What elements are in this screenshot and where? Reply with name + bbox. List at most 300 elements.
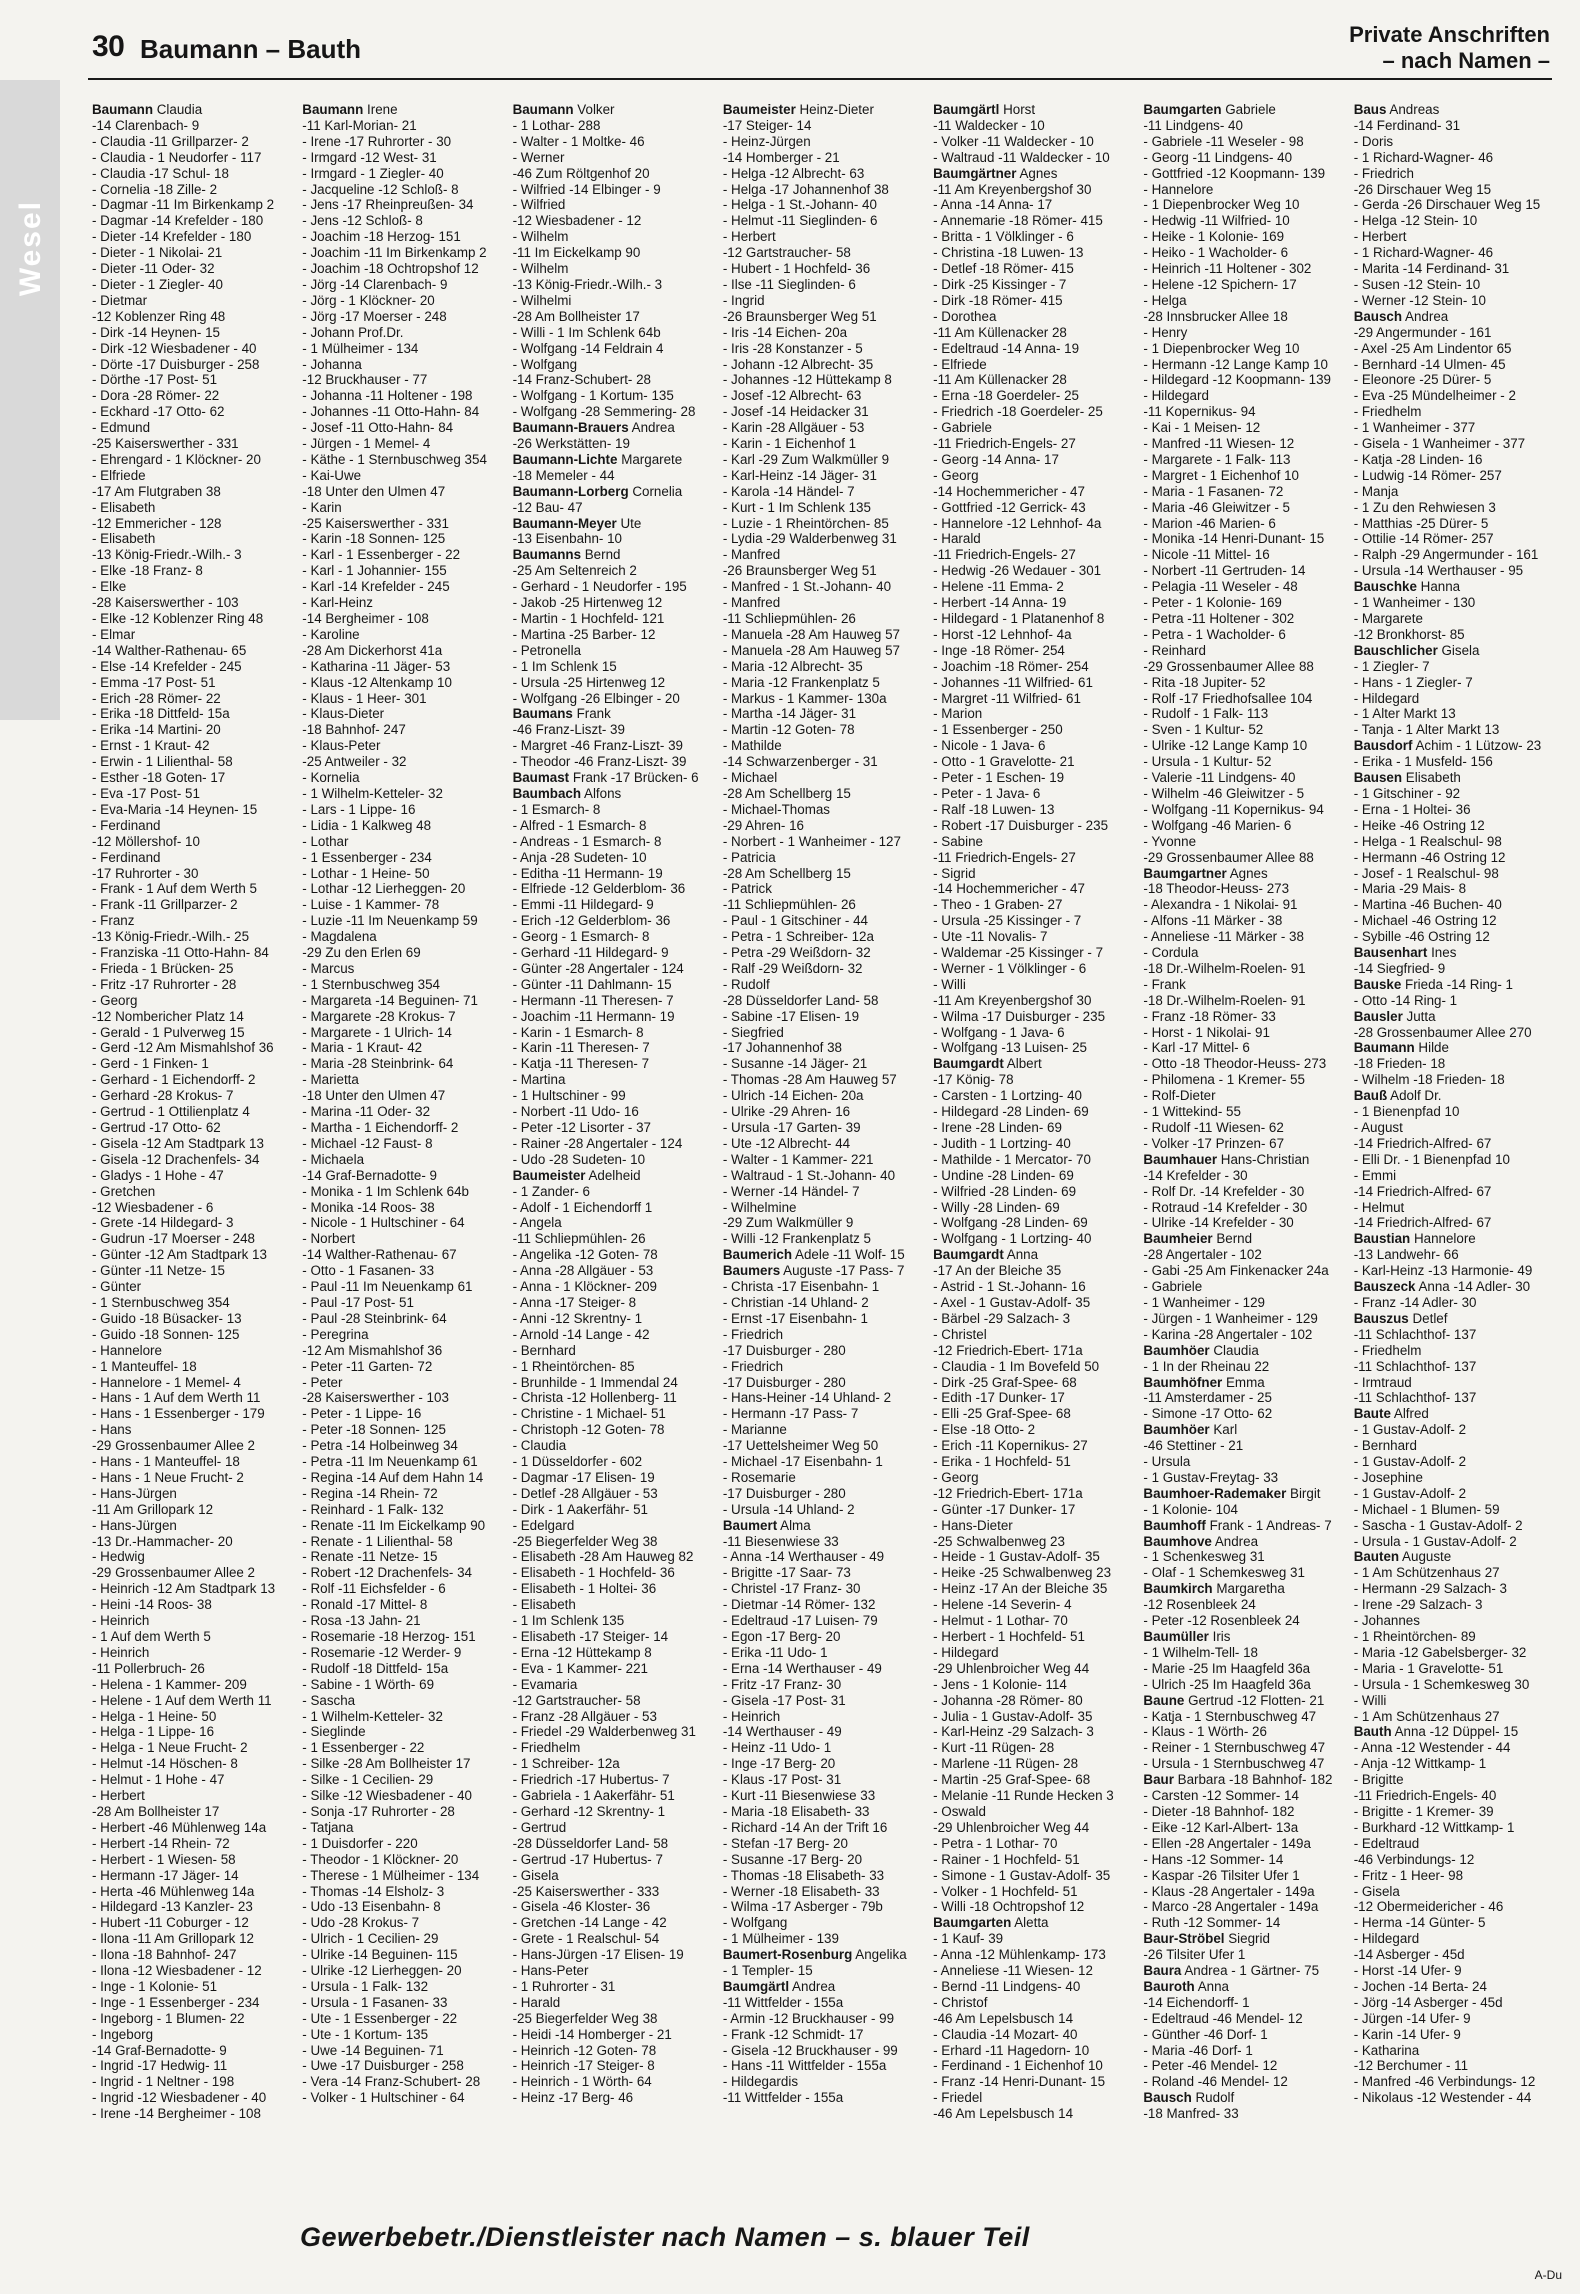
listing-line: - Georg -11 Lindgens- 40 bbox=[1143, 149, 1293, 165]
listing-line: - Heinrich -17 Steiger- 8 bbox=[512, 2058, 655, 2074]
listing-line: - 1 Lothar- 288 bbox=[512, 117, 601, 133]
listing-line: -14 Schwarzenberger - 31 bbox=[722, 754, 878, 770]
listing-line: -14 Ferdinand- 31 bbox=[1353, 117, 1461, 133]
listing-line: - Herbert - 1 Hochfeld- 51 bbox=[933, 1629, 1085, 1644]
listing-line: - Erwin - 1 Lilienthal- 58 bbox=[92, 754, 233, 770]
listing-line: - Elmar bbox=[92, 626, 136, 642]
listing-line: - Josef -12 Albrecht- 63 bbox=[722, 388, 862, 404]
listing-line: - Gisela - 1 Wanheimer - 377 bbox=[1353, 436, 1526, 452]
surname-entry bbox=[1143, 1486, 1347, 1502]
listing-line: - Johanna -28 Römer- 80 bbox=[933, 1692, 1083, 1708]
listing-line: - Tatjana bbox=[302, 1819, 354, 1835]
listing-line: - Paul -28 Steinbrink- 64 bbox=[302, 1310, 447, 1326]
listing-line: - Friedrich -17 Hubertus- 7 bbox=[512, 1772, 670, 1788]
listing-line: - 1 Auf dem Werth 5 bbox=[92, 1629, 211, 1644]
first-name: Bernd bbox=[1212, 1231, 1253, 1247]
listing-line: - Peregrina bbox=[302, 1326, 369, 1342]
listing-line: - Ferdinand bbox=[92, 849, 161, 865]
listing-line: - Thomas -14 Elsholz- 3 bbox=[302, 1883, 445, 1899]
listing-line: - Jörg -14 Clarenbach- 9 bbox=[302, 276, 448, 292]
first-name: Detlef bbox=[1408, 1310, 1448, 1326]
surname-entry bbox=[933, 1247, 1137, 1263]
listing-line: - Guido -18 Büsacker- 13 bbox=[92, 1310, 242, 1326]
listing-line: - Axel -25 Am Lindentor 65 bbox=[1353, 340, 1512, 356]
listing-line: - Irene -17 Ruhrorter - 30 bbox=[302, 133, 452, 149]
first-name: Birgit bbox=[1286, 1485, 1321, 1501]
listing-line: - Klaus - 1 Heer- 301 bbox=[302, 690, 427, 706]
listing-line: - Friedhelm bbox=[1353, 1342, 1422, 1358]
listing-line: - Hedwig bbox=[92, 1549, 145, 1565]
listing-line: - Josef -14 Heidacker 31 bbox=[722, 404, 869, 420]
listing-line: - Karl -17 Mittel- 6 bbox=[1143, 1040, 1250, 1056]
surname-entry bbox=[1143, 1979, 1347, 1995]
listing-line: -14 Friedrich-Alfred- 67 bbox=[1353, 1135, 1492, 1151]
listing-line: -46 Verbindungs- 12 bbox=[1353, 1851, 1475, 1867]
listing-line: - Elli -25 Graf-Spee- 68 bbox=[933, 1406, 1071, 1422]
listing-line: - Regina -14 Rhein- 72 bbox=[302, 1485, 438, 1501]
listing-line: - Dirk -12 Wiesbadener - 40 bbox=[92, 340, 257, 356]
listing-line: - Evamaria bbox=[512, 1676, 578, 1692]
listing-line: - Hubert - 1 Hochfeld- 36 bbox=[722, 261, 871, 277]
listing-line: - Pelagia -11 Weseler - 48 bbox=[1143, 579, 1298, 595]
surname: Baumers bbox=[722, 1263, 781, 1279]
listing-line: -28 Düsseldorfer Land- 58 bbox=[722, 992, 879, 1008]
listing-line: - Martha - 1 Eichendorff- 2 bbox=[302, 1120, 459, 1135]
listing-line: -11 Friedrich-Engels- 27 bbox=[933, 436, 1076, 452]
listing-line: -29 Grossenbaumer Allee 2 bbox=[92, 1438, 256, 1454]
listing-line: - Nikolaus -12 Westender - 44 bbox=[1353, 2090, 1532, 2106]
listing-line: - 1 Gustav-Adolf- 2 bbox=[1353, 1422, 1467, 1438]
listing-line: - Nicole - 1 Hultschiner - 64 bbox=[302, 1215, 465, 1231]
listing-line: - Rolf -17 Friedhofsallee 104 bbox=[1143, 690, 1313, 706]
listing-line: - Jens -17 Rheinpreußen- 34 bbox=[302, 197, 474, 213]
listing-line: - Elisabeth bbox=[92, 531, 156, 547]
listing-line: -28 Am Schellberg 15 bbox=[722, 865, 851, 881]
listing-line: - Helmut -11 Sieglinden- 6 bbox=[722, 213, 878, 229]
listing-line: - Lidia - 1 Kalkweg 48 bbox=[302, 817, 432, 833]
listing-line: - Oswald bbox=[933, 1803, 986, 1819]
listing-line: - Joachim -11 Im Birkenkamp 2 bbox=[302, 245, 487, 261]
listing-line: - Hildegard bbox=[1143, 388, 1209, 404]
listing-line: - Horst -14 Ufer- 9 bbox=[1353, 1963, 1462, 1979]
surname-entry bbox=[723, 1518, 927, 1534]
listing-line: - Margarete - 1 Falk- 113 bbox=[1143, 451, 1291, 467]
listing-line: - Monika - 1 Im Schlenk 64b bbox=[302, 1183, 469, 1199]
listing-line: - Wilfried -14 Elbinger - 9 bbox=[512, 181, 661, 197]
listing-line: - Rudolf bbox=[722, 976, 770, 992]
listing-line: - Udo -13 Eisenbahn- 8 bbox=[302, 1899, 441, 1915]
listing-line: - Margarete - 1 Ulrich- 14 bbox=[302, 1024, 452, 1040]
listing-line: - Karin -14 Ufer- 9 bbox=[1353, 2026, 1461, 2042]
listing-line: - Ursula - 1 Kultur- 52 bbox=[1143, 754, 1272, 770]
listing-line: - Rainer - 1 Hochfeld- 51 bbox=[933, 1851, 1080, 1867]
listing-line: - Angelika -12 Goten- 78 bbox=[512, 1247, 658, 1263]
first-name: Bernd bbox=[581, 547, 621, 563]
listing-line: - Marietta bbox=[302, 1072, 359, 1088]
listing-line: - Julia - 1 Gustav-Adolf- 35 bbox=[933, 1708, 1093, 1724]
listing-line: -11 Schliepmühlen- 26 bbox=[512, 1231, 646, 1247]
listing-line: - Dirk -25 Kissinger - 7 bbox=[933, 276, 1067, 292]
listing-line: - Wilfried -28 Linden- 69 bbox=[933, 1183, 1077, 1199]
first-name: Gisela bbox=[1437, 642, 1480, 658]
listing-line: - Paul -11 Im Neuenkamp 61 bbox=[302, 1279, 473, 1295]
listing-line: - Gisela bbox=[512, 1867, 559, 1883]
listing-line: - Eva -17 Post- 51 bbox=[92, 785, 200, 801]
listing-line: - Renate -11 Netze- 15 bbox=[302, 1549, 438, 1565]
surname: Baumann-Brauers bbox=[512, 420, 629, 436]
listing-line: - Marco -28 Angertaler - 149a bbox=[1143, 1899, 1319, 1915]
listing-line: - Norbert -11 Udo- 16 bbox=[512, 1104, 639, 1120]
section-heading bbox=[1349, 22, 1550, 74]
listing-line: - Willi -12 Frankenplatz 5 bbox=[722, 1231, 871, 1247]
listing-line: -11 Wittfelder - 155a bbox=[722, 2090, 844, 2106]
listing-line: -29 Ahren- 16 bbox=[722, 817, 804, 833]
listing-line: - Waltraud -11 Waldecker - 10 bbox=[933, 149, 1110, 165]
listing-line: -14 Walther-Rathenau- 67 bbox=[302, 1247, 457, 1263]
listing-line: - Ilona -11 Am Grillopark 12 bbox=[92, 1931, 254, 1947]
listing-line: - Helga - 1 Realschul- 98 bbox=[1353, 833, 1502, 849]
listing-line: - Werner -12 Stein- 10 bbox=[1353, 292, 1486, 308]
listing-line: - Rosemarie bbox=[722, 1469, 796, 1485]
listing-line: - Gisela -46 Kloster- 36 bbox=[512, 1899, 651, 1915]
listing-line: - Maria - 1 Gravelotte- 51 bbox=[1353, 1660, 1504, 1676]
listing-line: - Helmut - 1 Lothar- 70 bbox=[933, 1613, 1068, 1629]
listing-line: - Maria -12 Gabelsberger- 32 bbox=[1353, 1644, 1527, 1660]
listing-line: - Franz -28 Allgäuer - 53 bbox=[512, 1708, 657, 1724]
listing-line: - Hans -11 Wittfelder - 155a bbox=[722, 2058, 887, 2074]
surname-entry bbox=[1354, 1724, 1558, 1740]
listing-line: - Michael - 1 Blumen- 59 bbox=[1353, 1501, 1500, 1517]
directory-columns bbox=[92, 102, 1558, 2182]
first-name: Frank - 1 Andreas- 7 bbox=[1205, 1517, 1332, 1533]
listing-line: -14 Graf-Bernadotte- 9 bbox=[92, 2042, 227, 2058]
listing-line: - Wilhelm bbox=[512, 229, 569, 245]
section-heading-line-1: Private Anschriften bbox=[1349, 22, 1550, 47]
listing-line: - Hubert -11 Coburger - 12 bbox=[92, 1915, 249, 1931]
listing-line: - 1 Rheintörchen- 89 bbox=[1353, 1629, 1476, 1644]
listing-line: - Otto - 1 Fasanen- 33 bbox=[302, 1263, 435, 1279]
listing-line: - Gertrud bbox=[512, 1819, 567, 1835]
listing-line: - Jacqueline -12 Schloß- 8 bbox=[302, 181, 459, 197]
listing-line: - Erika - 1 Hochfeld- 51 bbox=[933, 1454, 1071, 1470]
listing-line: -17 An der Bleiche 35 bbox=[933, 1263, 1062, 1279]
listing-line: - Monika -14 Roos- 38 bbox=[302, 1199, 435, 1215]
listing-line: - Ilona -18 Bahnhof- 247 bbox=[92, 1947, 237, 1963]
listing-line: - Katharina bbox=[1353, 2042, 1420, 2058]
listing-line: - Irene -29 Salzach- 3 bbox=[1353, 1597, 1483, 1613]
listing-line: - Ingrid -17 Hedwig- 11 bbox=[92, 2058, 228, 2074]
listing-line: - Fritz - 1 Heer- 98 bbox=[1353, 1867, 1464, 1883]
listing-line: - Hans-Heiner -14 Uhland- 2 bbox=[722, 1390, 892, 1406]
listing-line: - Melanie -11 Runde Hecken 3 bbox=[933, 1788, 1114, 1804]
listing-line: -28 Am Bollheister 17 bbox=[512, 308, 640, 324]
listing-line: - Dörte -17 Duisburger - 258 bbox=[92, 356, 260, 372]
listing-line: - Susen -12 Stein- 10 bbox=[1353, 276, 1481, 292]
listing-line: - 1 Templer- 15 bbox=[722, 1963, 813, 1979]
listing-line: - Alfred - 1 Esmarch- 8 bbox=[512, 817, 647, 833]
listing-line: - Henry bbox=[1143, 324, 1188, 340]
listing-line: - Hildegard -13 Kanzler- 23 bbox=[92, 1899, 253, 1915]
listing-line: - 1 Gustav-Adolf- 2 bbox=[1353, 1485, 1467, 1501]
listing-line: - 1 Bienenpfad 10 bbox=[1353, 1104, 1460, 1120]
listing-line: - Heinrich bbox=[92, 1613, 150, 1629]
surname-entry bbox=[1143, 1422, 1347, 1438]
listing-line: -17 Johannenhof 38 bbox=[722, 1040, 842, 1056]
listing-line: - 1 Diepenbrocker Weg 10 bbox=[1143, 340, 1300, 356]
listing-line: -11 Karl-Morian- 21 bbox=[302, 117, 417, 133]
listing-line: - Otto - 1 Gravelotte- 21 bbox=[933, 754, 1075, 770]
listing-line: - Hans - 1 Essenberger - 179 bbox=[92, 1406, 265, 1422]
listing-line: - Helga - 1 Heine- 50 bbox=[92, 1708, 217, 1724]
listing-line: - Undine -28 Linden- 69 bbox=[933, 1167, 1074, 1183]
listing-line: - Nicole -11 Mittel- 16 bbox=[1143, 547, 1270, 563]
listing-line: - Angela bbox=[512, 1215, 562, 1231]
listing-line: - Adolf - 1 Eichendorff 1 bbox=[512, 1199, 653, 1215]
listing-line: - Margareta -14 Beguinen- 71 bbox=[302, 992, 478, 1008]
listing-line: - Else -18 Otto- 2 bbox=[933, 1422, 1036, 1438]
surname-entry bbox=[513, 484, 717, 500]
first-name: Auguste bbox=[1399, 1549, 1452, 1565]
listing-line: - Karl-Heinz bbox=[302, 595, 373, 611]
listing-line: - Margret - 1 Eichenhof 10 bbox=[1143, 467, 1299, 483]
surname: Baumhöfner bbox=[1143, 1374, 1223, 1390]
surname: Bausen bbox=[1353, 770, 1403, 786]
listing-line: - Dagmar -17 Elisen- 19 bbox=[512, 1469, 655, 1485]
listing-line: - Rita -18 Jupiter- 52 bbox=[1143, 674, 1266, 690]
listing-line: - Georg bbox=[933, 1469, 979, 1485]
surname: Bauszeck bbox=[1353, 1279, 1416, 1295]
listing-line: - Jürgen - 1 Memel- 4 bbox=[302, 436, 431, 452]
listing-line: -11 Am Küllenacker 28 bbox=[933, 372, 1067, 388]
listing-line: - Inge -17 Berg- 20 bbox=[722, 1756, 836, 1772]
listing-line: - Anna -12 Mühlenkamp- 173 bbox=[933, 1947, 1106, 1963]
listing-line: - Heinrich -12 Am Stadtpark 13 bbox=[92, 1581, 276, 1597]
listing-line: -12 Wiesbadener - 12 bbox=[512, 213, 642, 229]
listing-line: - 1 Düsseldorfer - 602 bbox=[512, 1454, 643, 1470]
listing-line: - Willi bbox=[1353, 1692, 1387, 1708]
listing-line: - Ralf -18 Luwen- 13 bbox=[933, 801, 1055, 817]
listing-line: - Peter -46 Mendel- 12 bbox=[1143, 2058, 1278, 2074]
listing-line: - Gerd - 1 Finken- 1 bbox=[92, 1056, 209, 1072]
listing-line: - Erna -18 Goerdeler- 25 bbox=[933, 388, 1080, 404]
listing-line: - Rosemarie -12 Werder- 9 bbox=[302, 1644, 462, 1660]
listing-line: - Annemarie -18 Römer- 415 bbox=[933, 213, 1103, 229]
listing-line: - Klaus -12 Altenkamp 10 bbox=[302, 674, 452, 690]
listing-line: - Horst -12 Lehnhof- 4a bbox=[933, 626, 1072, 642]
surname-entry bbox=[723, 1979, 927, 1995]
listing-line: - Heinrich - 1 Wörth- 64 bbox=[512, 2074, 652, 2090]
listing-line: -18 Unter den Ulmen 47 bbox=[302, 483, 446, 499]
listing-line: - Helene -11 Emma- 2 bbox=[933, 579, 1064, 595]
listing-line: - Hans-Jürgen -17 Elisen- 19 bbox=[512, 1947, 684, 1963]
surname-entry bbox=[1143, 1772, 1347, 1788]
listing-line: - Rudolf - 1 Falk- 113 bbox=[1143, 706, 1269, 722]
surname-entry bbox=[1354, 1406, 1558, 1422]
listing-line: - 1 Wanheimer - 129 bbox=[1143, 1294, 1265, 1310]
listing-line: - 1 Wilhelm-Tell- 18 bbox=[1143, 1644, 1258, 1660]
listing-line: - Yvonne bbox=[1143, 833, 1197, 849]
listing-line: -14 Clarenbach- 9 bbox=[92, 117, 200, 133]
surname-entry bbox=[1354, 1279, 1558, 1295]
listing-line: - Erich -12 Gelderblom- 36 bbox=[512, 913, 671, 929]
listing-line: -25 Kaiserswerther - 331 bbox=[302, 515, 449, 531]
listing-line: - Wolfgang - 1 Kortum- 135 bbox=[512, 388, 674, 404]
listing-line: - Paul - 1 Gitschiner - 44 bbox=[722, 913, 868, 929]
listing-line: - Herbert bbox=[722, 229, 776, 245]
listing-line: - Ingeborg - 1 Blumen- 22 bbox=[92, 2010, 245, 2026]
first-name: Andreas bbox=[1386, 102, 1440, 117]
listing-line: - Christof bbox=[933, 1994, 988, 2010]
listing-line: - Maria -12 Albrecht- 35 bbox=[722, 658, 863, 674]
listing-line: - 1 Gitschiner - 92 bbox=[1353, 785, 1461, 801]
listing-line: - Sven - 1 Kultur- 52 bbox=[1143, 722, 1264, 738]
listing-line: - Werner -18 Elisabeth- 33 bbox=[722, 1883, 880, 1899]
footer-banner: Gewerbebetr./Dienstleister nach Namen – s. blauer Teil bbox=[300, 2222, 1030, 2252]
first-name: Albert bbox=[1003, 1056, 1042, 1072]
listing-line: - Claudia - 1 Neudorfer - 117 bbox=[92, 149, 262, 165]
listing-line: - Klaus - 1 Wörth- 26 bbox=[1143, 1724, 1267, 1740]
listing-line: - Ursula - 1 Sternbuschweg 47 bbox=[1143, 1756, 1325, 1772]
listing-line: - Karl - 1 Essenberger - 22 bbox=[302, 547, 461, 563]
listing-line: - Ulrich -14 Eichen- 20a bbox=[722, 1088, 864, 1104]
surname-entry bbox=[1354, 579, 1558, 595]
listing-line: - Helena - 1 Kammer- 209 bbox=[92, 1676, 247, 1692]
listing-line: - Friedrich bbox=[1353, 165, 1414, 181]
listing-line: - Lothar - 1 Heine- 50 bbox=[302, 865, 430, 881]
first-name: Andrea bbox=[628, 420, 675, 436]
surname: Bauroth bbox=[1143, 1978, 1195, 1994]
listing-line: - Dagmar -14 Krefelder - 180 bbox=[92, 213, 264, 229]
surname-entry bbox=[302, 102, 506, 118]
listing-line: -18 Dr.-Wilhelm-Roelen- 91 bbox=[1143, 960, 1306, 976]
section-tab bbox=[0, 80, 60, 720]
surname: Bauszus bbox=[1353, 1310, 1409, 1326]
listing-line: -46 Zum Röltgenhof 20 bbox=[512, 165, 650, 181]
listing-line: - Markus - 1 Kammer- 130a bbox=[722, 690, 887, 706]
listing-line: - Marlene -11 Rügen- 28 bbox=[933, 1756, 1079, 1772]
listing-line: - Udo -28 Krokus- 7 bbox=[302, 1915, 420, 1931]
listing-line: - Wilhelm -46 Gleiwitzer - 5 bbox=[1143, 785, 1305, 801]
listing-line: -18 Bahnhof- 247 bbox=[302, 722, 406, 738]
listing-line: - Matthias -25 Dürer- 5 bbox=[1353, 515, 1489, 531]
listing-line: -11 Wittfelder - 155a bbox=[722, 1994, 844, 2010]
listing-line: -11 Am Grillopark 12 bbox=[92, 1501, 214, 1517]
listing-line: - Wolfgang -11 Kopernikus- 94 bbox=[1143, 801, 1324, 817]
listing-line: - Magdalena bbox=[302, 929, 377, 945]
surname: Baumans bbox=[512, 706, 573, 722]
listing-line: - Anneliese -11 Märker - 38 bbox=[1143, 929, 1304, 945]
surname-entry bbox=[933, 1915, 1137, 1931]
listing-line: -14 Franz-Schubert- 28 bbox=[512, 372, 651, 388]
surname: Baumann bbox=[512, 102, 574, 117]
listing-line: - Roland -46 Mendel- 12 bbox=[1143, 2074, 1288, 2090]
listing-line: - Wilma -17 Asberger - 79b bbox=[722, 1899, 883, 1915]
listing-line: - Helga - 1 Neue Frucht- 2 bbox=[92, 1740, 248, 1756]
surname-entry bbox=[1143, 1231, 1347, 1247]
surname: Baumgärtl bbox=[933, 102, 1000, 117]
listing-line: -12 Friedrich-Ebert- 171a bbox=[933, 1485, 1083, 1501]
listing-line: - Inge - 1 Kolonie- 51 bbox=[92, 1978, 218, 1994]
listing-line: - Friedel -29 Walderbenweg 31 bbox=[512, 1724, 696, 1740]
listing-line: - Hermann -46 Ostring 12 bbox=[1353, 849, 1506, 865]
listing-line: - Kurt - 1 Im Schlenk 135 bbox=[722, 499, 871, 515]
listing-line: - Doris bbox=[1353, 133, 1394, 149]
first-name: Gertrud -12 Flotten- 21 bbox=[1184, 1692, 1325, 1708]
listing-line: -29 Angermunder - 161 bbox=[1353, 324, 1492, 340]
surname: Baumgärtner bbox=[933, 165, 1017, 181]
listing-line: - Gisela -17 Post- 31 bbox=[722, 1692, 846, 1708]
listing-line: - Karin bbox=[302, 499, 342, 515]
listing-line: - Patrick bbox=[722, 881, 772, 897]
listing-line: - Kai - 1 Meisen- 12 bbox=[1143, 420, 1261, 436]
listing-line: - Wilhelm bbox=[512, 261, 569, 277]
listing-line: - Ulrich - 1 Cecilien- 29 bbox=[302, 1931, 439, 1947]
listing-line: - Maria - 1 Fasanen- 72 bbox=[1143, 483, 1284, 499]
first-name: Adelheid bbox=[585, 1167, 641, 1183]
listing-line: - Johannes -11 Otto-Hahn- 84 bbox=[302, 404, 480, 420]
listing-line: -12 Bau- 47 bbox=[512, 499, 583, 515]
listing-line: - Josef -11 Otto-Hahn- 84 bbox=[302, 420, 454, 436]
first-name: Angelika bbox=[852, 1947, 907, 1963]
listing-line: - Mathilde - 1 Mercator- 70 bbox=[933, 1151, 1091, 1167]
listing-line: - Herbert -46 Mühlenweg 14a bbox=[92, 1819, 267, 1835]
listing-line: - Günter -17 Dunker- 17 bbox=[933, 1501, 1076, 1517]
surname-entry bbox=[1143, 1963, 1347, 1979]
first-name: Claudia bbox=[1209, 1342, 1259, 1358]
listing-line: - Michael -17 Eisenbahn- 1 bbox=[722, 1454, 883, 1470]
first-name: Auguste -17 Pass- 7 bbox=[780, 1263, 905, 1279]
listing-line: - Herbert bbox=[92, 1788, 145, 1804]
listing-line: - Manfred -46 Verbindungs- 12 bbox=[1353, 2074, 1536, 2090]
surname-entry bbox=[513, 516, 717, 532]
listing-line: -12 Rosenbleek 24 bbox=[1143, 1597, 1256, 1613]
listing-line: -29 Grossenbaumer Allee 2 bbox=[92, 1565, 256, 1581]
listing-line: - Ursula -25 Hirtenweg 12 bbox=[512, 674, 666, 690]
listing-line: - Cornelia -18 Zille- 2 bbox=[92, 181, 218, 197]
listing-line: - Helmut - 1 Hohe - 47 bbox=[92, 1772, 225, 1788]
listing-line: - Joachim -18 Herzog- 151 bbox=[302, 229, 461, 245]
listing-line: - Peter -12 Rosenbleek 24 bbox=[1143, 1613, 1300, 1629]
listing-line: -28 Innsbrucker Allee 18 bbox=[1143, 308, 1288, 324]
listing-line: - Marita -14 Ferdinand- 31 bbox=[1353, 261, 1510, 277]
listing-line: - Sabine bbox=[933, 833, 983, 849]
listing-line: -12 Gartstraucher- 58 bbox=[512, 1692, 641, 1708]
listing-line: - Erhard -11 Hagedorn- 10 bbox=[933, 2042, 1090, 2058]
listing-line: - Dieter -18 Bahnhof- 182 bbox=[1143, 1803, 1295, 1819]
listing-line: - Anna -28 Allgäuer - 53 bbox=[512, 1263, 654, 1279]
listing-line: - 1 Mülheimer - 139 bbox=[722, 1931, 839, 1947]
listing-line: - Brigitte -17 Saar- 73 bbox=[722, 1565, 851, 1581]
surname: Baur-Ströbel bbox=[1143, 1931, 1225, 1947]
listing-line: - Hans - 1 Auf dem Werth 11 bbox=[92, 1390, 261, 1406]
listing-line: - 1 Hultschiner - 99 bbox=[512, 1088, 626, 1104]
listing-line: - Gottfried -12 Koopmann- 139 bbox=[1143, 165, 1326, 181]
surname: Baur bbox=[1143, 1772, 1174, 1788]
listing-line: - Ursula -17 Garten- 39 bbox=[722, 1120, 861, 1135]
listing-line: - Hans-Dieter bbox=[933, 1517, 1013, 1533]
listing-line: - Marie -25 Im Haagfeld 36a bbox=[1143, 1660, 1311, 1676]
listing-line: - Rolf -11 Eichsfelder - 6 bbox=[302, 1581, 446, 1597]
listing-line: - Karl-Heinz -13 Harmonie- 49 bbox=[1353, 1263, 1533, 1279]
listing-line: - Paul -17 Post- 51 bbox=[302, 1294, 414, 1310]
listing-line: - Rosemarie -18 Herzog- 151 bbox=[302, 1629, 476, 1644]
first-name: Frank -17 Brücken- 6 bbox=[569, 770, 699, 786]
listing-line: - Alexandra - 1 Nikolai- 91 bbox=[1143, 897, 1298, 913]
listing-line: -46 Am Lepelsbusch 14 bbox=[933, 2010, 1074, 2026]
listing-line: - Werner - 1 Völklinger - 6 bbox=[933, 960, 1087, 976]
header-rule bbox=[88, 78, 1552, 80]
listing-line: - Petra -11 Im Neuenkamp 61 bbox=[302, 1454, 478, 1470]
